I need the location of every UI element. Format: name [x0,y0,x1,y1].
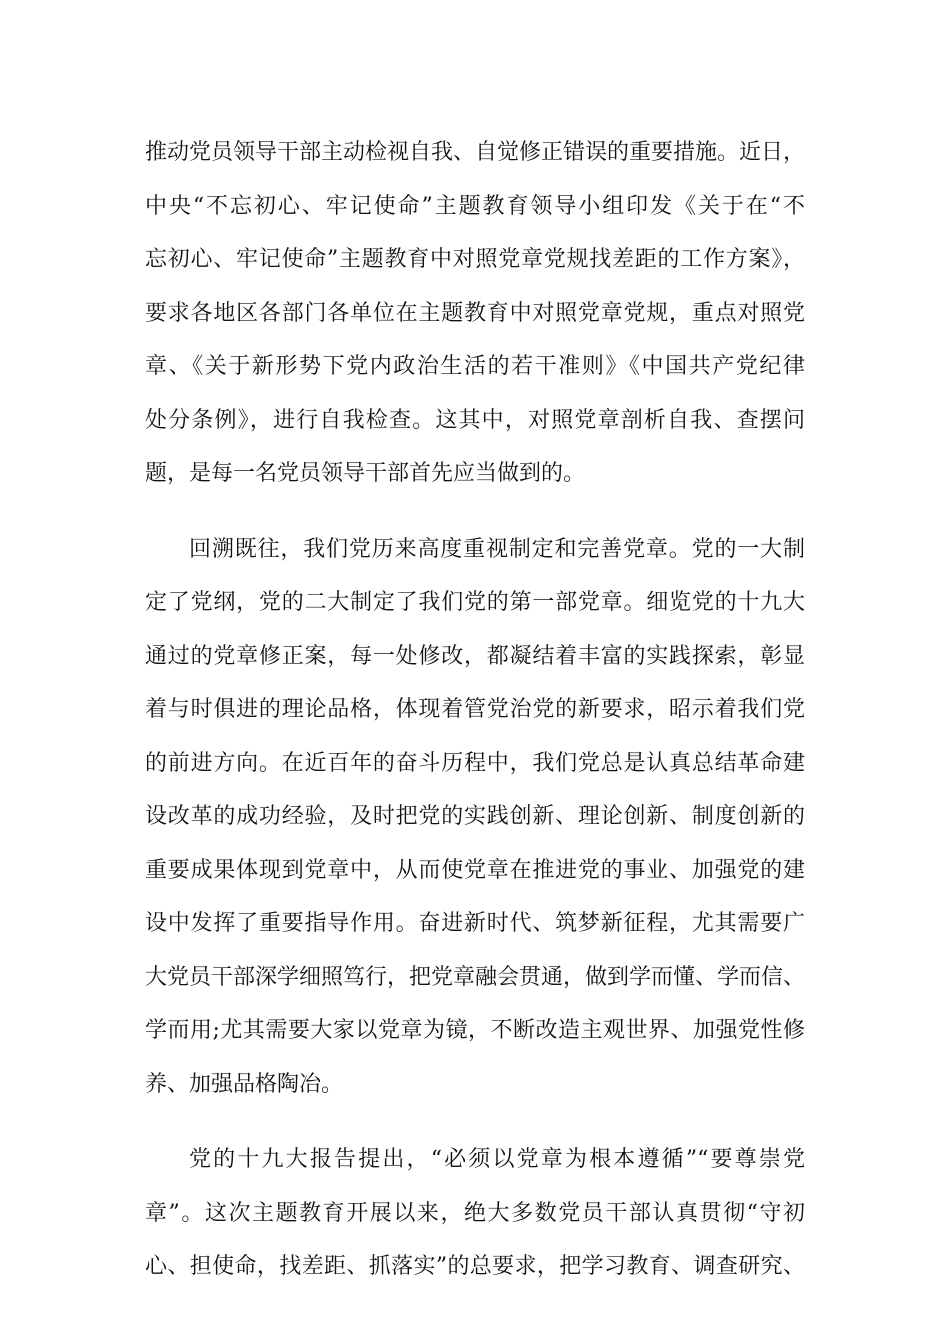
text-line: 章、《关于新形势下党内政治生活的若干准则》《中国共产党纪律 [145,354,805,379]
paragraph-1 [145,126,805,501]
text-line: 中央“不忘初心、牢记使命”主题教育领导小组印发《关于在“不 [145,193,805,219]
text-line: 学而用;尤其需要大家以党章为镜，不断改造主观世界、加强党性修 [145,1018,805,1043]
text-line: 推动党员领导干部主动检视自我、自觉修正错误的重要措施。近日， [145,140,806,165]
text-line: 设改革的成功经验，及时把党的实践创新、理论创新、制度创新的 [145,804,805,829]
paragraph-3 [145,1133,805,1294]
text-line: 设中发挥了重要指导作用。奋进新时代、筑梦新征程，尤其需要广 [145,911,805,936]
text-line: 心、担使命，找差距、抓落实”的总要求，把学习教育、调查研究、 [145,1254,805,1279]
text-line: 大党员干部深学细照笃行，把党章融会贯通，做到学而懂、学而信、 [145,964,806,990]
document-body [145,126,805,1294]
text-line: 处分条例》，进行自我检查。这其中，对照党章剖析自我、查摆问 [145,407,805,433]
text-line: 忘初心、牢记使命”主题教育中对照党章党规找差距的工作方案》， [145,247,805,272]
text-line: 回溯既往，我们党历来高度重视制定和完善党章。党的一大制 [189,536,805,562]
text-line: 定了党纲，党的二大制定了我们党的第一部党章。细览党的十九大 [145,590,805,615]
text-line: 通过的党章修正案，每一处修改，都凝结着丰富的实践探索，彰显 [145,643,805,669]
text-line: 着与时俱进的理论品格，体现着管党治党的新要求，昭示着我们党 [145,697,805,722]
text-line: 要求各地区各部门各单位在主题教育中对照党章党规，重点对照党 [145,300,805,326]
text-line: 章”。这次主题教育开展以来，绝大多数党员干部认真贯彻“守初 [145,1200,805,1226]
text-line: 养、加强品格陶冶。 [145,1071,344,1097]
text-line: 题，是每一名党员领导干部首先应当做到的。 [145,461,586,486]
paragraph-gap [145,1111,805,1133]
paragraph-2 [145,523,805,1112]
text-line: 的前进方向。在近百年的奋斗历程中，我们党总是认真总结革命建 [145,750,805,776]
paragraph-gap [145,501,805,523]
text-line: 党的十九大报告提出，“必须以党章为根本遵循”“要尊崇党 [189,1147,805,1172]
text-line: 重要成果体现到党章中，从而使党章在推进党的事业、加强党的建 [145,857,805,883]
